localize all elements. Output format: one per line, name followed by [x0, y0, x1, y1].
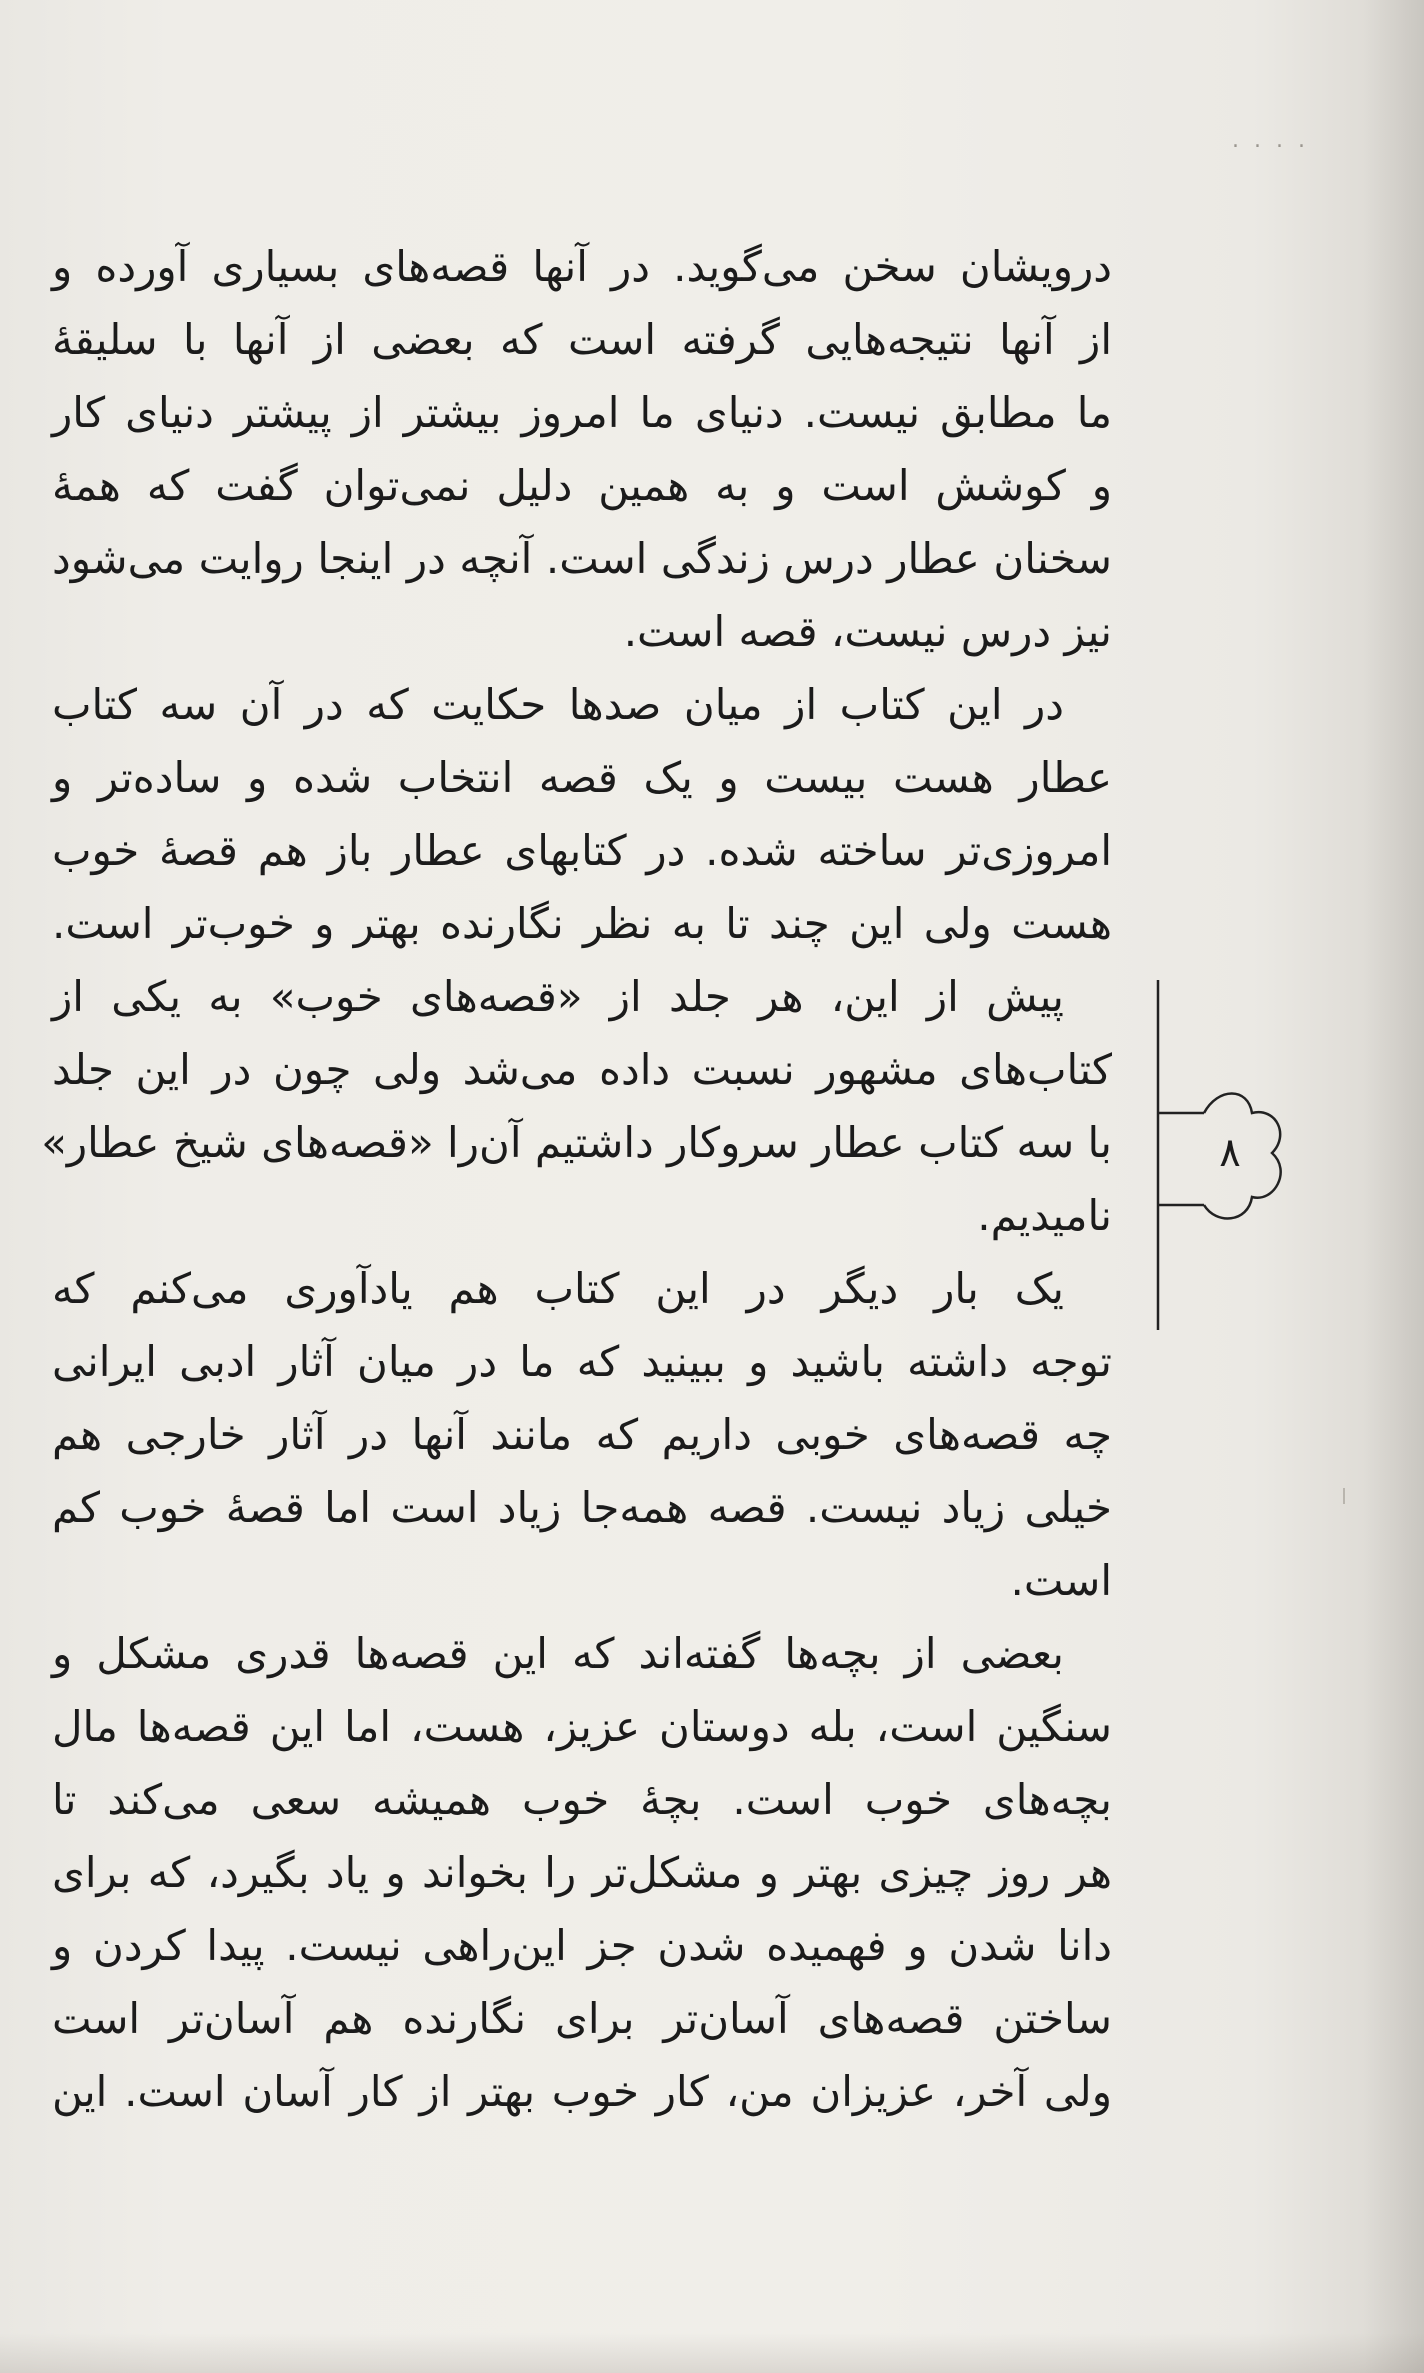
text-line: سخنان عطار درس زندگی است. آنچه در اینجا روایت می‌شود	[52, 534, 1112, 583]
text-line: ولی آخر، عزیزان من، کار خوب بهتر از کار آسان است. این	[52, 2067, 1112, 2116]
body-text	[41, 230, 1112, 2128]
edge-tick	[1343, 1488, 1345, 1504]
text-line: توجه داشته باشید و ببینید که ما در میان آثار ادبی ایرانی	[52, 1337, 1112, 1386]
text-line: در این کتاب از میان صدها حکایت که در آن سه کتاب	[52, 680, 1064, 729]
text-line: چه قصه‌های خوبی داریم که مانند آنها در آثار خارجی هم	[52, 1410, 1112, 1459]
text-line: درویشان سخن می‌گوید. در آنها قصه‌های بسیاری آورده و	[52, 242, 1112, 291]
text-line: بچه‌های خوب است. بچهٔ خوب همیشه سعی می‌کند تا	[52, 1775, 1112, 1824]
page-number: ۸	[1219, 1130, 1241, 1176]
text-line: ساختن قصه‌های آسان‌تر برای نگارنده هم آسان‌تر است	[52, 1994, 1112, 2043]
text-line: نیز درس نیست، قصه است.	[623, 607, 1112, 656]
text-line: است.	[1010, 1556, 1112, 1605]
page-bottom-shadow	[0, 2333, 1424, 2373]
text-line: خیلی زیاد نیست. قصه همه‌جا زیاد است اما قصهٔ خوب کم	[52, 1483, 1112, 1532]
text-line: و کوشش است و به همین دلیل نمی‌توان گفت که همهٔ	[52, 461, 1112, 510]
text-line: امروزی‌تر ساخته شده. در کتابهای عطار باز هم قصهٔ خوب	[52, 826, 1112, 875]
text-line: عطار هست بیست و یک قصه انتخاب شده و ساده‌تر و	[52, 753, 1112, 802]
text-line: پیش از این، هر جلد از «قصه‌های خوب» به یکی از	[52, 972, 1064, 1021]
text-line: ما مطابق نیست. دنیای ما امروز بیشتر از پیشتر دنیای کار	[52, 388, 1112, 437]
text-line: نامیدیم.	[977, 1191, 1112, 1240]
text-line: از آنها نتیجه‌هایی گرفته است که بعضی از آنها با سلیقهٔ	[52, 315, 1112, 364]
text-line: سنگین است، بله دوستان عزیز، هست، اما این قصه‌ها مال	[52, 1702, 1112, 1751]
text-line: یک بار دیگر در این کتاب هم یادآوری می‌کنم که	[52, 1264, 1064, 1313]
text-line: بعضی از بچه‌ها گفته‌اند که این قصه‌ها قدری مشکل و	[52, 1629, 1064, 1678]
text-line: هست ولی این چند تا به نظر نگارنده بهتر و خوب‌تر است.	[52, 899, 1112, 948]
top-dots: . . . .	[1232, 128, 1309, 153]
text-line: هر روز چیزی بهتر و مشکل‌تر را بخواند و یاد بگیرد، که برای	[52, 1848, 1112, 1897]
text-line: کتاب‌های مشهور نسبت داده می‌شد ولی چون در این جلد	[52, 1045, 1112, 1094]
text-line: دانا شدن و فهمیده شدن جز این‌راهی نیست. پیدا کردن و	[52, 1921, 1112, 1970]
text-line: با سه کتاب عطار سروکار داشتیم آن‌را «قصه‌های شیخ عطار»	[41, 1118, 1112, 1167]
page-gutter-shadow	[1364, 0, 1424, 2373]
